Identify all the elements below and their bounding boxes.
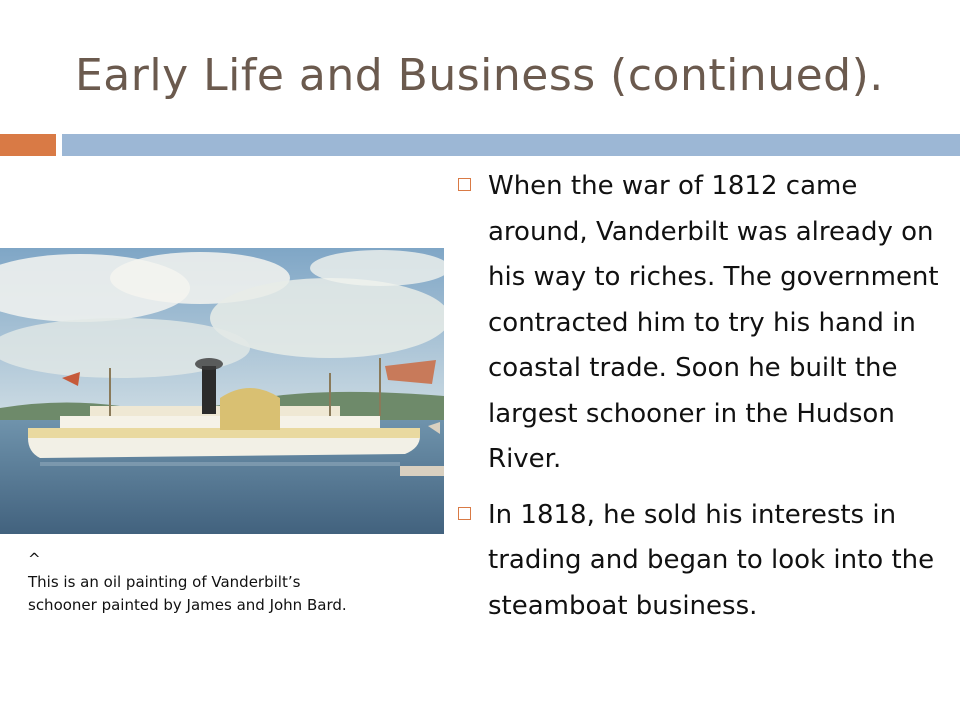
painting-caption (28, 548, 448, 617)
caption-caret: ^ (28, 550, 41, 568)
caption-line-2: schooner painted by James and John Bard. (28, 596, 347, 614)
bullet-list (454, 164, 954, 639)
title-divider-bar (62, 134, 960, 156)
steamboat-painting (0, 248, 444, 534)
bullet-item (454, 164, 954, 483)
title-accent-bar (0, 134, 56, 156)
bullet-text: When the war of 1812 came around, Vanderbilt was already on his way to riches. The government contracted him to try his hand in coastal trade. Soon he built the largest schooner in the Hudson River. (488, 171, 939, 474)
square-bullet-icon (458, 178, 471, 191)
bullet-text: In 1818, he sold his interests in trading and began to look into the steamboat business. (488, 499, 935, 621)
caption-line-1: This is an oil painting of Vanderbilt’s (28, 573, 301, 591)
bullet-item (454, 493, 954, 630)
square-bullet-icon (458, 507, 471, 520)
slide-title: Early Life and Business (continued). (75, 50, 884, 101)
painting-icon (0, 248, 444, 534)
